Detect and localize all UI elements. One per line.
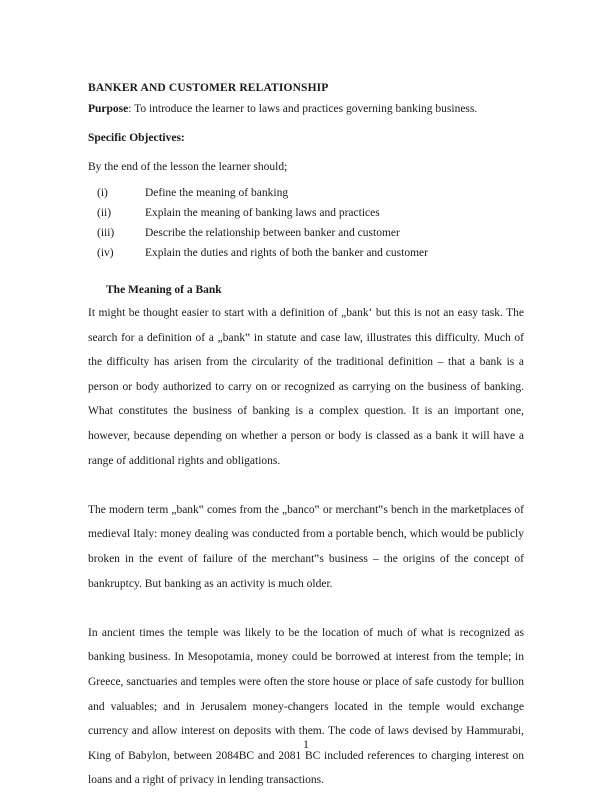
document-title: BANKER AND CUSTOMER RELATIONSHIP — [88, 82, 329, 94]
list-item — [88, 203, 524, 223]
list-item — [88, 243, 524, 263]
purpose-text: : To introduce the learner to laws and practices governing banking business. — [128, 103, 478, 115]
list-item-label: Explain the meaning of banking laws and practices — [145, 207, 380, 219]
purpose-line — [88, 99, 524, 119]
body-paragraph: It might be thought easier to start with a definition of „bank‘ but this is not an easy task. The search for a definition of a „bank‟ in statute and case law, illustrates this difficulty. Much of the difficulty has arisen from the circularity of the traditional definition – that a bank is a person or body authorized to carry on or recognized as carrying on the business of banking. What constitutes the business of banking is a complex question. It is an important one, however, because depending on whether a person or body is classed as a bank it will have a range of additional rights and obligations. — [88, 307, 524, 467]
list-item-numeral: (ii) — [97, 207, 112, 219]
purpose-label: Purpose — [88, 103, 129, 115]
specific-objectives-heading: Specific Objectives: — [88, 132, 185, 144]
list-item-numeral: (iv) — [97, 247, 114, 259]
objectives-list — [88, 183, 524, 263]
document-body — [88, 78, 524, 793]
list-item-label: Describe the relationship between banker and customer — [145, 227, 400, 239]
list-item-numeral: (iii) — [97, 227, 115, 239]
list-item — [88, 223, 524, 243]
body-paragraph: In ancient times the temple was likely to be the location of much of what is recognized as banking business. In Mesopotamia, money could be borrowed at interest from the temple; in Greece, sanctuaries and temples were often the store house or place of safe custody for bullion and valuables; and in Jerusalem money-changers located in the temple would exchange currency and allow interest on deposits with them. The code of laws devised by Hammurabi, King of Babylon, between 2084BC and 2081 BC included references to charging interest on loans and a right of privacy in lending transactions. — [88, 626, 524, 787]
page-number: 1 — [303, 739, 309, 751]
objectives-lead-in: By the end of the lesson the learner should; — [88, 161, 288, 173]
list-item — [88, 183, 524, 203]
body-paragraph: The modern term „bank‟ comes from the „banco‟ or merchant‟s bench in the marketplaces of medieval Italy: money dealing was conducted from a portable bench, which would be publicly broken in the event of failure of the merchant‟s business – the origins of the concept of bankruptcy. But banking as an activity is much older. — [88, 503, 524, 590]
list-item-label: Explain the duties and rights of both the banker and customer — [145, 247, 428, 259]
subheading-meaning-of-a-bank: The Meaning of a Bank — [106, 284, 222, 296]
list-item-numeral: (i) — [97, 187, 108, 199]
list-item-label: Define the meaning of banking — [145, 187, 289, 199]
